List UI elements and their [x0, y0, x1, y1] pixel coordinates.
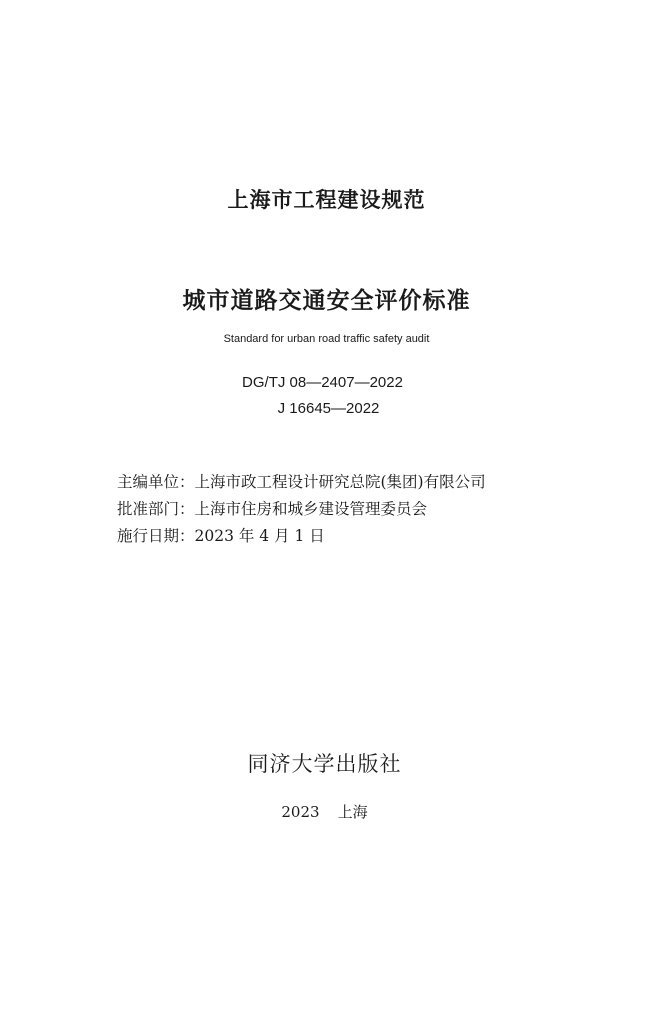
chief-editor-unit: 主编单位：上海市政工程设计研究总院(集团)有限公司 — [117, 473, 486, 491]
publication-info — [0, 801, 651, 822]
standard-series: 上海市工程建设规范 — [227, 188, 426, 212]
standard-code: DG/TJ 08—2407—2022 — [242, 374, 403, 391]
approving-department: 批准部门：上海市住房和城乡建设管理委员会 — [117, 500, 428, 518]
publication-year: 2023 — [281, 803, 320, 821]
publisher-name: 同济大学出版社 — [247, 752, 402, 776]
english-title: Standard for urban road traffic safety audit — [223, 333, 430, 345]
record-number: J 16645—2022 — [277, 400, 380, 417]
document-title: 城市道路交通安全评价标准 — [182, 288, 471, 314]
effective-date: 施行日期：2023 年 4 月 1 日 — [117, 527, 325, 545]
publication-city: 上海 — [337, 803, 368, 821]
